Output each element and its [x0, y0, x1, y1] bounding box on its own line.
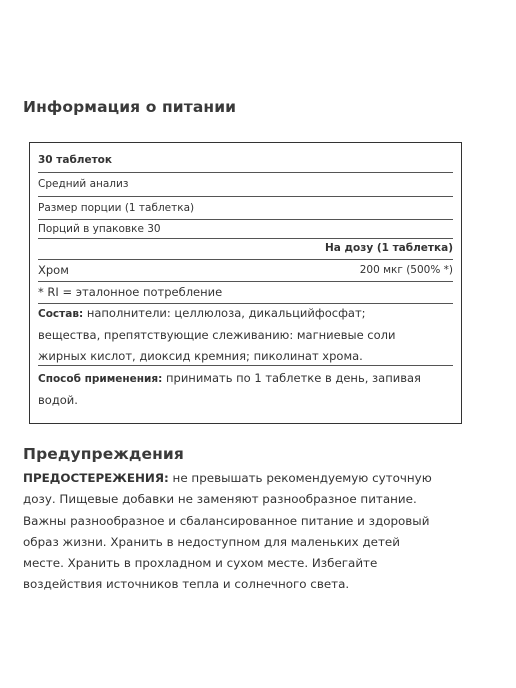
warnings-label: ПРЕДОСТЕРЕЖЕНИЯ: — [23, 471, 169, 485]
warnings-line: образ жизни. Хранить в недоступном для маленьких детей — [23, 534, 400, 549]
usage-line: водой. — [38, 393, 78, 407]
warnings-line: месте. Хранить в прохладном и сухом месте. Избегайте — [23, 556, 378, 571]
composition-line: вещества, препятствующие слеживанию: магниевые соли — [38, 328, 396, 342]
divider — [38, 365, 453, 366]
divider — [38, 196, 453, 197]
composition-line: наполнители: целлюлоза, дикальцийфосфат; — [83, 306, 366, 320]
usage — [38, 368, 453, 411]
nutrient-name: Хром — [38, 263, 69, 277]
nutrition-panel — [29, 142, 462, 424]
divider — [38, 238, 453, 239]
warnings-line: Важны разнообразное и сбалансированное питание и здоровый — [23, 513, 430, 528]
composition — [38, 303, 453, 367]
divider — [38, 259, 453, 260]
divider — [38, 172, 453, 173]
warnings-text — [23, 468, 508, 596]
composition-line: жирных кислот, диоксид кремния; пиколинат хрома. — [38, 349, 363, 363]
warnings-title: Предупреждения — [23, 445, 184, 463]
per-dose-header: На дозу (1 таблетка) — [325, 242, 453, 254]
serving-size: Размер порции (1 таблетка) — [38, 202, 195, 214]
usage-label: Способ применения: — [38, 373, 163, 385]
divider — [38, 219, 453, 220]
divider — [38, 281, 453, 282]
ri-footnote: * RI = эталонное потребление — [38, 285, 223, 299]
composition-label: Состав: — [38, 308, 84, 320]
nutrition-title: Информация о питании — [23, 98, 237, 116]
servings-per-pack: Порций в упаковке 30 — [38, 223, 161, 235]
nutrient-value: 200 мкг (500% *) — [359, 264, 453, 276]
warnings-line: не превышать рекомендуемую суточную — [168, 471, 432, 485]
warnings-line: дозу. Пищевые добавки не заменяют разнообразное питание. — [23, 492, 417, 507]
usage-line: принимать по 1 таблетке в день, запивая — [162, 371, 421, 385]
warnings-line: воздействия источников тепла и солнечного света. — [23, 577, 350, 592]
tablet-count: 30 таблеток — [38, 154, 113, 166]
average-analysis: Средний анализ — [38, 178, 129, 190]
nutrient-row — [38, 265, 453, 277]
